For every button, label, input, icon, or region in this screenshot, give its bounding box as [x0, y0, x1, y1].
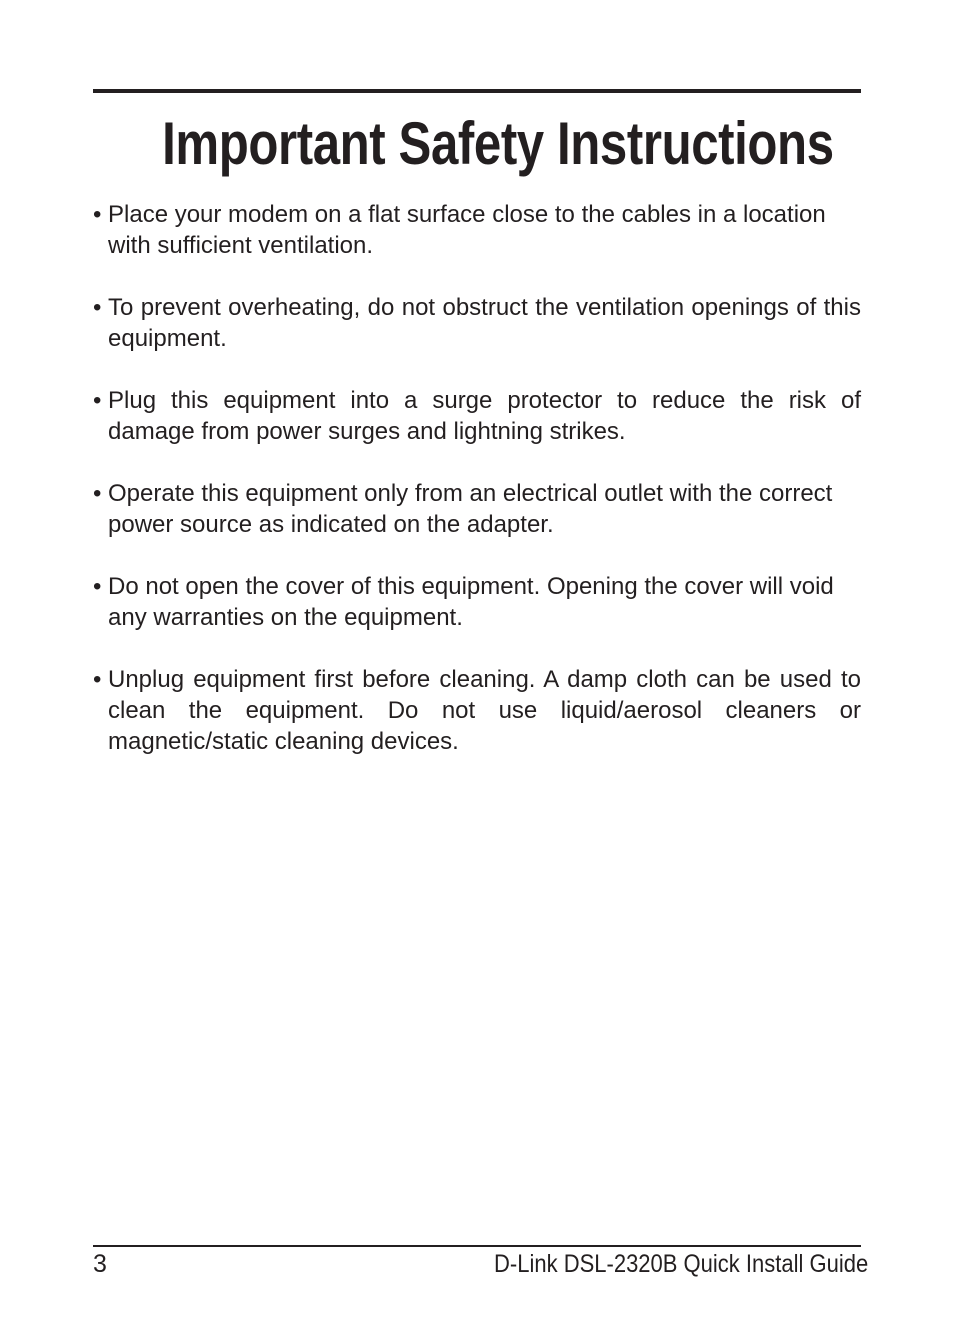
bullet-glyph: • — [93, 201, 102, 228]
instruction-text: Operate this equipment only from an electrical outlet with the correct power source as indicated on the adapter. — [108, 480, 833, 538]
top-rule — [93, 89, 861, 93]
instruction-item-surge-protector — [93, 385, 861, 447]
instruction-list — [93, 199, 861, 788]
instruction-item-cover-warranty — [93, 571, 861, 633]
bullet-glyph: • — [93, 387, 102, 414]
bullet-glyph: • — [93, 666, 102, 693]
instruction-item-cleaning — [93, 664, 861, 757]
instruction-text: Do not open the cover of this equipment. Opening the cover will void any warranties on the equipment. — [108, 573, 834, 631]
instruction-item-overheating — [93, 292, 861, 354]
instruction-text: To prevent overheating, do not obstruct the ventilation openings of this equipment. — [108, 294, 861, 352]
instruction-item-ventilation-placement — [93, 199, 861, 261]
instruction-text: Unplug equipment first before cleaning. A damp cloth can be used to clean the equipment. Do not use liquid/aerosol cleaners or magnetic/static cleaning devices. — [108, 666, 861, 755]
page-number: 3 — [93, 1250, 107, 1278]
page-title: Important Safety Instructions — [162, 110, 834, 177]
bullet-glyph: • — [93, 294, 102, 321]
instruction-item-power-source — [93, 478, 861, 540]
instruction-text: Place your modem on a flat surface close to the cables in a location with sufficient ventilation. — [108, 201, 826, 259]
bottom-rule — [93, 1245, 861, 1247]
instruction-text: Plug this equipment into a surge protector to reduce the risk of damage from power surges and lightning strikes. — [108, 387, 861, 445]
bullet-glyph: • — [93, 573, 102, 600]
guide-name: D-Link DSL-2320B Quick Install Guide — [493, 1250, 868, 1278]
bullet-glyph: • — [93, 480, 102, 507]
